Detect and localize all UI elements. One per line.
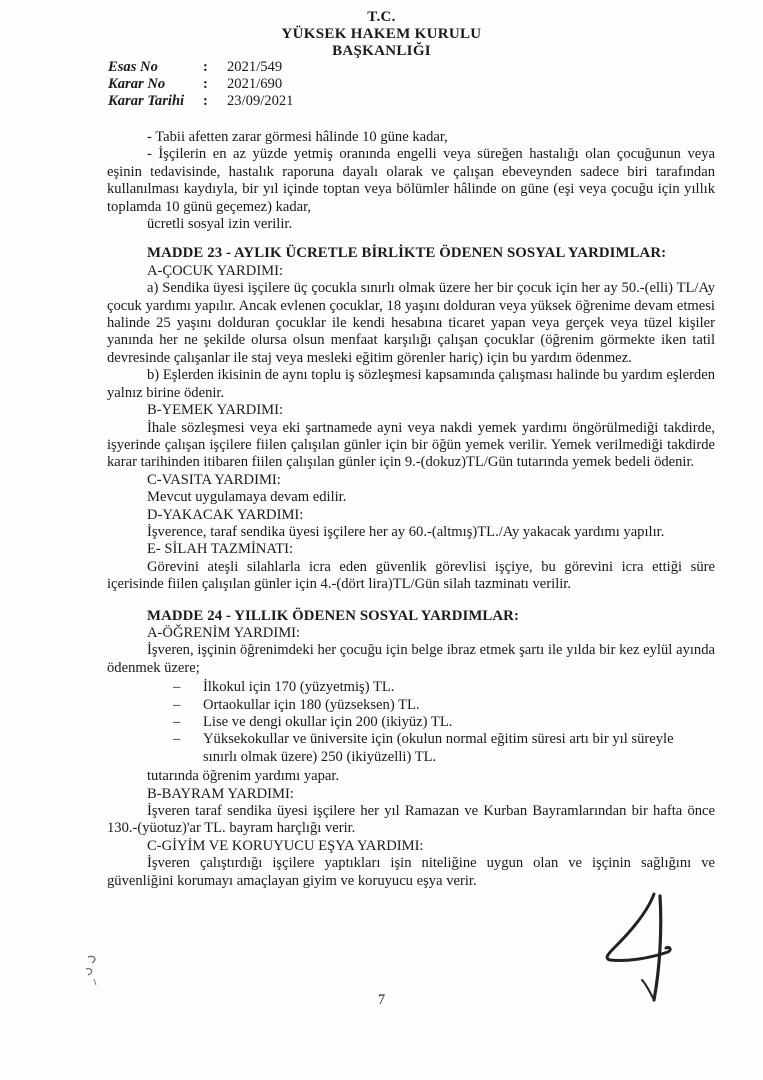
paragraph-cocuk-a: a) Sendika üyesi işçilere üç çocukla sınırlı olmak üzere her bir çocuk için her ay 50.-(elli) TL/Ay çocuk yardımı yapılır. Ancak evlenen çocuklar, 18 yaşını dolduran veya yüksek öğrenime devam etmesi halinde 25 yaşını dolduran çocuklar ile kendi hesabına ticaret yapan veya gerçek veya tüzel kişiler yanında her ne şekilde olursa olsun menfaat karşılığı çalışan çocuklar (öğrenim görmekte iken tatil devresinde çalışanlar ile staj veya mesleki eğitim görenler hariç) için bu yardım ödenmez. xyxy=(107,280,715,366)
case-metadata xyxy=(108,59,293,110)
meta-value: 2021/549 xyxy=(227,59,283,75)
page-number: 7 xyxy=(377,992,386,1008)
intro-paragraph-1: - Tabii afetten zarar görmesi hâlinde 10 güne kadar, xyxy=(147,129,448,145)
list-dash: – xyxy=(173,679,181,696)
section-heading-silah: E- SİLAH TAZMİNATI: xyxy=(147,541,294,558)
section-heading-yakacak: D-YAKACAK YARDIMI: xyxy=(147,506,304,523)
meta-value: 23/09/2021 xyxy=(227,93,294,109)
list-item-text: sınırlı olmak üzere) 250 (ikiyüzelli) TL. xyxy=(203,748,437,765)
meta-colon: : xyxy=(203,76,208,92)
paragraph-silah: Görevini ateşli silahlarla icra eden güvenlik görevlisi işçiye, bu görevini icra ettiği süre içerisinde fiilen çalışılan günler için 4.-(dört lira)TL/Gün silah tazminatı verilir. xyxy=(107,558,715,593)
meta-key: Esas No xyxy=(108,59,158,75)
paragraph-cocuk-b: b) Eşlerden ikisinin de aynı toplu iş sözleşmesi kapsamında çalışması halinde bu yardım eşlerden yalnız birine ödenir. xyxy=(107,367,715,401)
section-heading-cocuk: A-ÇOCUK YARDIMI: xyxy=(147,262,284,279)
meta-colon: : xyxy=(203,93,208,109)
meta-value: 2021/690 xyxy=(227,76,283,92)
intro-paragraph-2: - İşçilerin en az yüzde yetmiş oranında engelli veya süreğen hastalığı olan çocuğunun veya eşinin tedavisinde, hastalık raporuna dayalı olarak ve çalışan ebeveynden sadece biri tarafından kullanılması kaydıyla, bir yıl içinde toptan veya bölümler hâlinde on güne (eşi veya çocuğu için yıllık toplamda 10 günü geçemez) kadar, xyxy=(107,146,715,215)
list-item xyxy=(107,714,715,731)
handwritten-signature-icon xyxy=(590,888,690,1008)
paragraph-yakacak: İşverence, taraf sendika üyesi işçilere her ay 60.-(altmış)TL./Ay yakacak yardımı yapılır. xyxy=(147,523,665,540)
meta-row-esas xyxy=(108,59,293,76)
paragraph-ogrenim: İşveren, işçinin öğrenimdeki her çocuğu için belge ibraz etmek şartı ile yılda bir kez eylül ayında ödenmek üzere; xyxy=(107,642,715,676)
list-dash: – xyxy=(173,731,181,748)
education-aid-list xyxy=(107,679,715,766)
meta-row-karar xyxy=(108,76,293,93)
section-heading-ogrenim: A-ÖĞRENİM YARDIMI: xyxy=(147,624,301,641)
list-item-text: Lise ve dengi okullar için 200 (ikiyüz) TL. xyxy=(203,714,453,730)
list-dash: – xyxy=(173,696,181,713)
document-body xyxy=(107,129,715,890)
section-heading-giyim: C-GİYİM VE KORUYUCU EŞYA YARDIMI: xyxy=(147,837,424,854)
section-heading-vasita: C-VASITA YARDIMI: xyxy=(147,471,281,488)
list-item-text: Ortaokullar için 180 (yüzseksen) TL. xyxy=(203,696,420,713)
list-item xyxy=(107,697,715,714)
paragraph-yemek: İhale sözleşmesi veya eki şartnamede ayni veya nakdi yemek yardımı öngörülmediği takdirde, işyerinde çalışan işçilere fiilen çalışılan günler için bir öğün yemek verilir. Yemek verilmediği takdirde karar tarihinden itibaren fiilen çalışılan günler için 9.-(dokuz)TL/Gün tutarında yemek bedeli ödenir. xyxy=(107,419,715,471)
list-item xyxy=(107,731,715,748)
list-item-continuation xyxy=(107,749,715,766)
paragraph-ogrenim-end: tutarında öğrenim yardımı yapar. xyxy=(147,768,340,785)
section-heading-bayram: B-BAYRAM YARDIMI: xyxy=(147,785,294,802)
list-item-text: İlkokul için 170 (yüzyetmiş) TL. xyxy=(203,679,395,696)
paragraph-vasita: Mevcut uygulamaya devam edilir. xyxy=(147,489,347,506)
list-item-text: Yüksekokullar ve üniversite için (okulun normal eğitim süresi artı bir yıl süreyle xyxy=(203,731,674,748)
list-dash: – xyxy=(173,714,181,730)
paragraph-giyim: İşveren çalıştırdığı işçilere yaptıkları işin niteliğine uygun olan ve işçinin sağlığını ve güvenliğini korumayı amaçlayan giyim ve koruyucu eşya verir. xyxy=(107,855,715,889)
meta-key: Karar Tarihi xyxy=(108,93,185,109)
intro-paragraph-3: ücretli sosyal izin verilir. xyxy=(147,216,293,233)
article-24-title: MADDE 24 - YILLIK ÖDENEN SOSYAL YARDIMLAR: xyxy=(147,607,519,624)
margin-mark-icon xyxy=(82,953,108,987)
meta-colon: : xyxy=(203,59,208,75)
meta-row-karar-tarihi xyxy=(108,93,293,110)
header-country: T.C. xyxy=(367,9,396,25)
list-item xyxy=(107,679,715,696)
header-institution: YÜKSEK HAKEM KURULU xyxy=(281,26,482,42)
header-office: BAŞKANLIĞI xyxy=(332,43,431,59)
article-23-title: MADDE 23 - AYLIK ÜCRETLE BİRLİKTE ÖDENEN SOSYAL YARDIMLAR: xyxy=(147,245,667,262)
paragraph-bayram: İşveren taraf sendika üyesi işçilere her yıl Ramazan ve Kurban Bayramlarından bir hafta önce 130.-(yüotuz)'ar TL. bayram harçlığı verir. xyxy=(107,803,715,837)
section-heading-yemek: B-YEMEK YARDIMI: xyxy=(147,402,284,419)
meta-key: Karar No xyxy=(108,76,166,92)
